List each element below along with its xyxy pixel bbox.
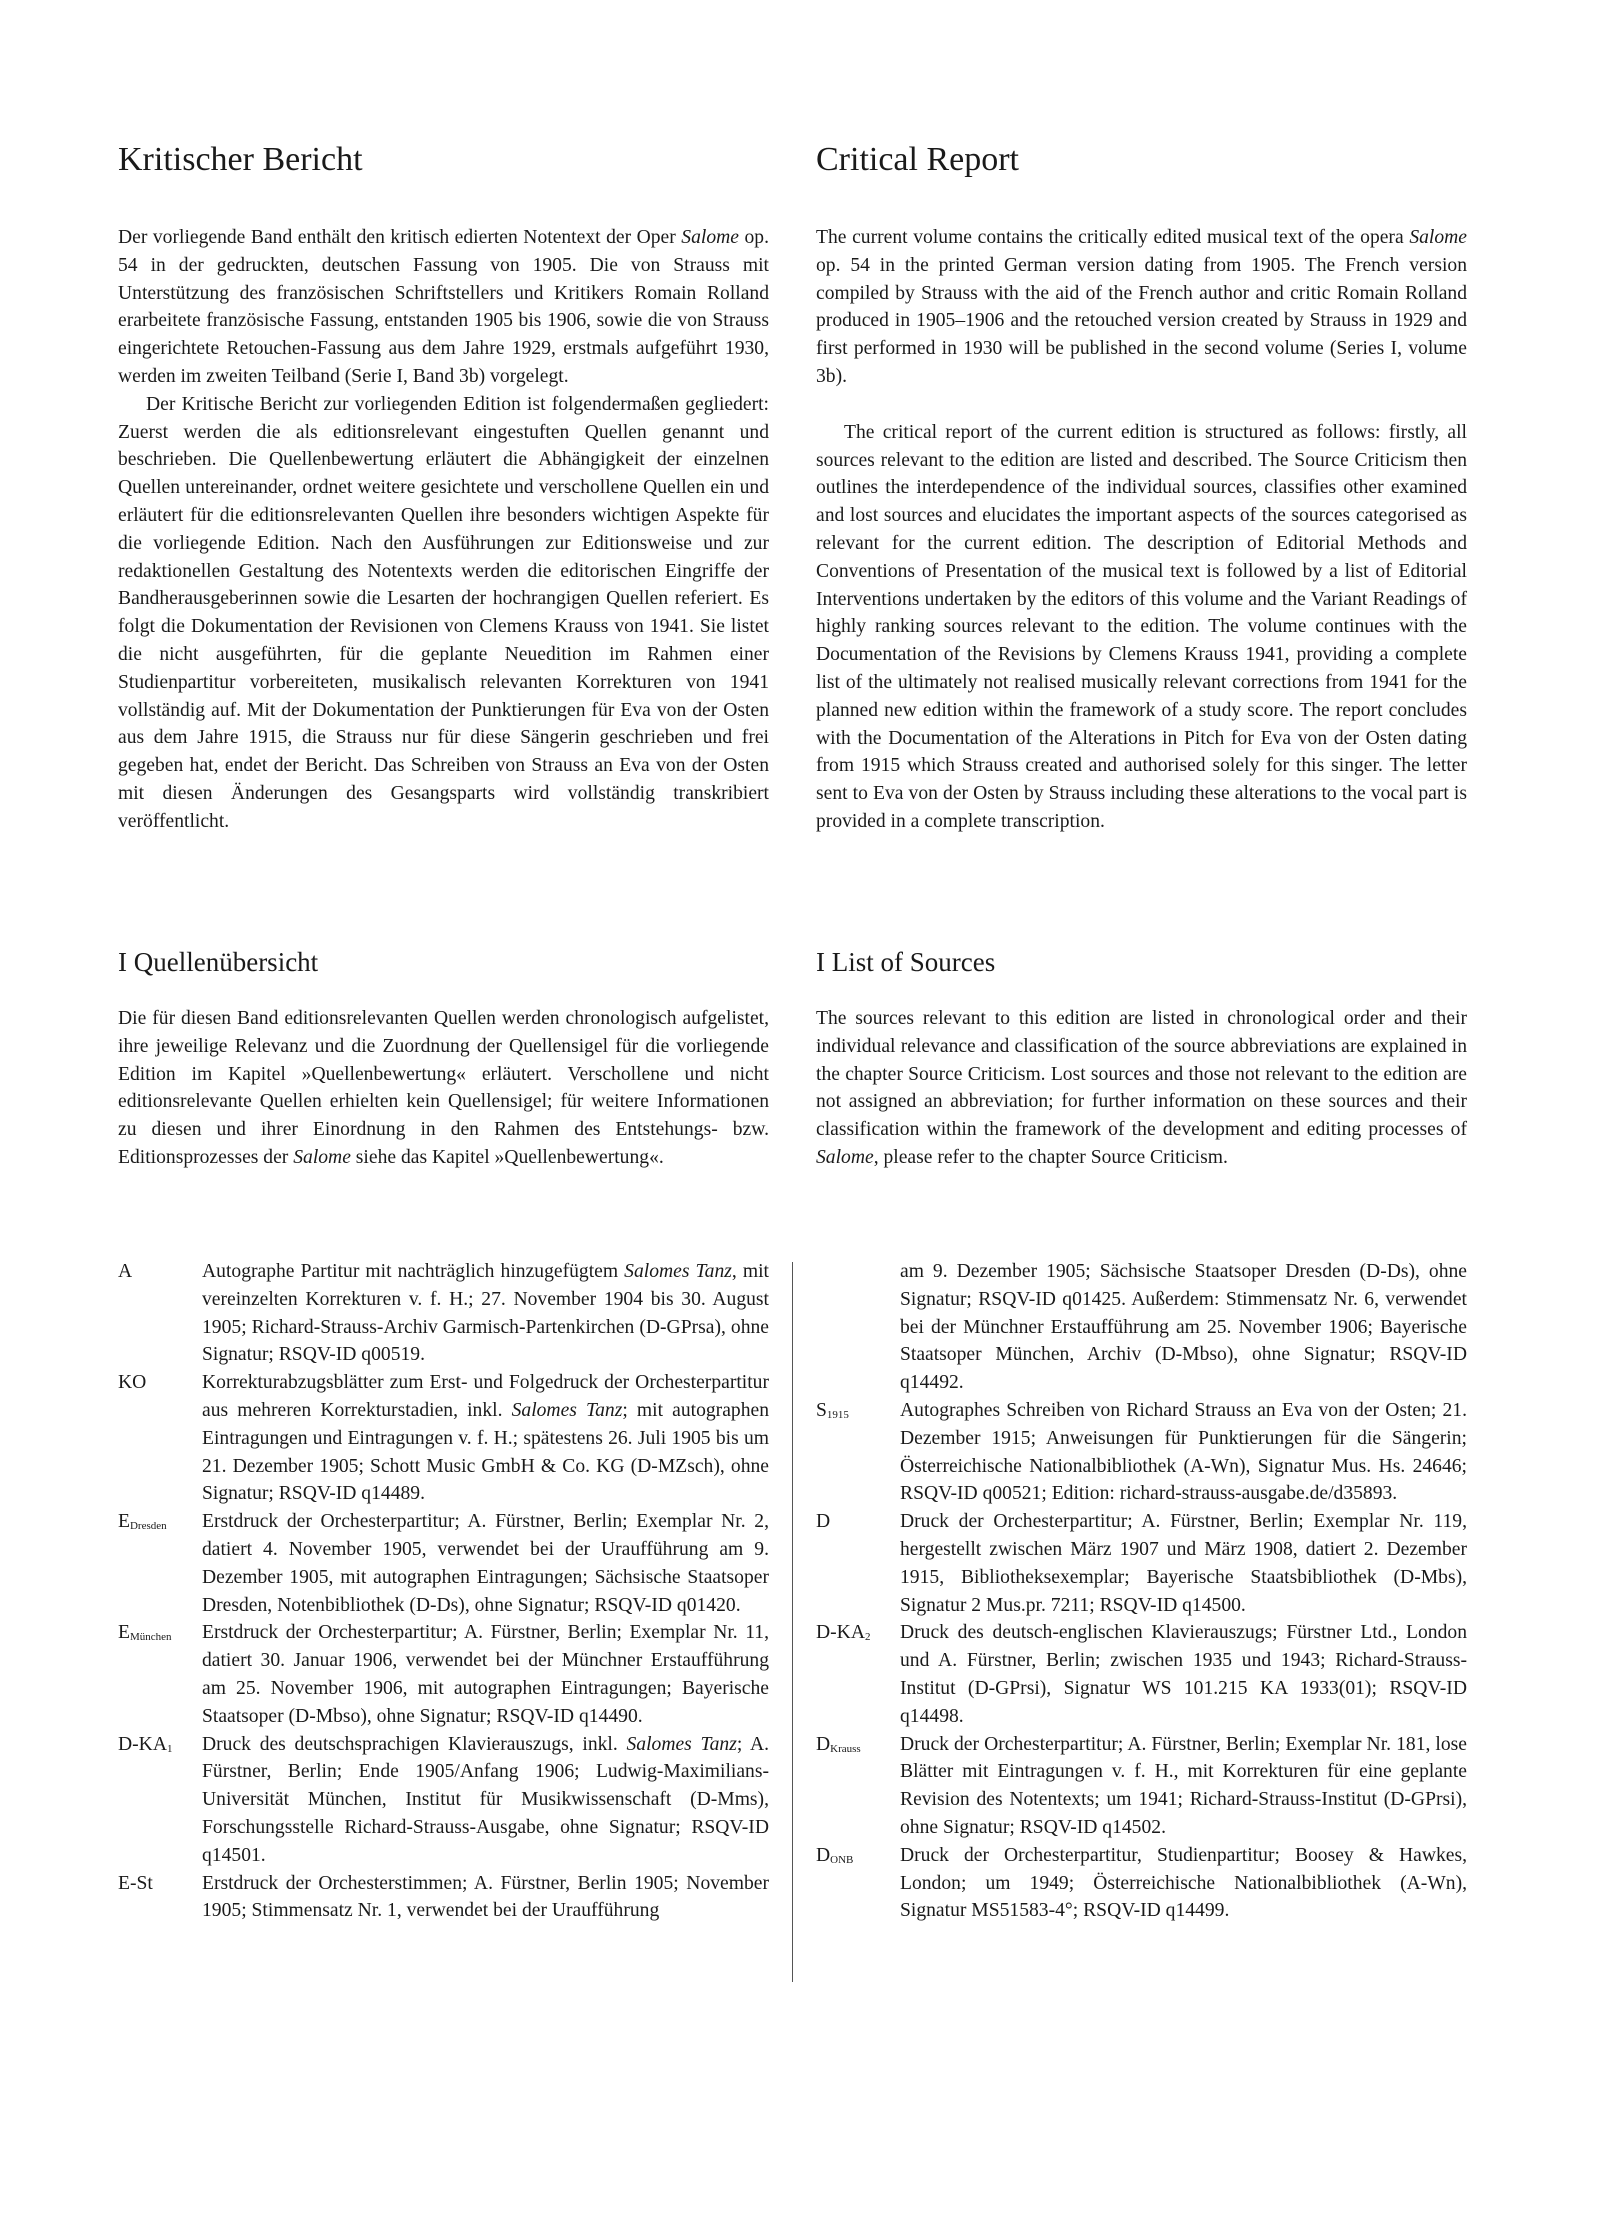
source-entry-a: A Autographe Partitur mit nachträglich hinzugefügtem Salomes Tanz, mit vereinzelten Korrekturen v. f. H.; 27. November 1904 bis 30. August 1905; Richard-Strauss-Archiv Garmisch-Partenkirchen (D-GPrsa), ohne Signatur; RSQV-ID q00519. [118, 1258, 769, 1369]
column-divider [792, 1262, 793, 1982]
siglum-ko: KO [118, 1372, 147, 1394]
source-list-right [816, 1258, 1467, 1925]
source-entry-e-st: E-St Erstdruck der Orchesterstimmen; A. Fürstner, Berlin 1905; November 1905; Stimmensatz Nr. 1, verwendet bei der Uraufführung [118, 1870, 769, 1926]
title-de: Kritischer Bericht [118, 141, 363, 178]
intro-de [118, 224, 769, 836]
section-title-de: I Quellenübersicht [118, 947, 319, 977]
intro-en [816, 224, 1467, 836]
intro-de-p2: Der Kritische Bericht zur vorliegenden Edition ist folgendermaßen gegliedert: Zuerst werden die als editionsrelevant eingestuften Quellen genannt und beschrieben. Die Quellenbewertung erläutert die Abhängigkeit der einzelnen Quellen untereinander, ordnet weitere gesichtete und verschollene Quellen ein und erläutert für die editionsrelevanten Quellen ihre besonders wichtigen Aspekte für die vorliegende Edition. Nach den Ausführungen zur Editionsweise und zur redaktionellen Gestaltung des Notentexts werden die editorischen Eingriffe der Bandherausgeberinnen sowie die Lesarten der hochrangigen Quellen referiert. Es folgt die Dokumentation der Revisionen von Clemens Krauss von 1941. Sie listet die nicht ausgeführten, für die geplante Neuedition im Rahmen einer Studienpartitur vorbereiteten, musikalisch relevanten Korrekturen von 1941 vollständig auf. Mit der Dokumentation der Punktierungen für Eva von der Osten aus dem Jahre 1915, die Strauss nur für diese Sängerin geschrieben und frei gegeben hat, endet der Bericht. Das Schreiben von Strauss an Eva von der Osten mit diesen Änderungen des Gesangsparts wird vollständig transkribiert veröffentlicht. [118, 393, 769, 832]
siglum-d-onb: $D_{ONB}$ [816, 1844, 854, 1866]
siglum-s1915: $S_{1915}$ [816, 1399, 849, 1421]
section-intro-en: The sources relevant to this edition are listed in chronological order and their individual relevance and classification of the source abbreviations are explained in the chapter Source Criticism. Lost sources and those not relevant to the edition are not assigned an abbreviation; for further information on these sources and their classification within the framework of the development and editing processes of Salome, please refer to the chapter Source Criticism. [816, 1008, 1467, 1168]
intro-en-p2: The critical report of the current edition is structured as follows: firstly, all sources relevant to the edition are listed and described. The Source Criticism then outlines the interdependence of the individual sources, classifies other examined and lost sources and elucidates the important aspects of the sources categorised as relevant for the current edition. The description of Editorial Methods and Conventions of Presentation of the musical text is followed by a list of Editorial Interventions undertaken by the editors of this volume and the Variant Readings of highly ranking sources relevant to the edition. The volume continues with the Documentation of the Revisions by Clemens Krauss 1941, providing a complete list of the ultimately not realised musically relevant corrections from 1941 for the planned new edition within the framework of a study score. The report concludes with the Documentation of the Alterations in Pitch for Eva von der Osten dating from 1915 which Strauss created and authorised solely for this singer. The letter sent to Eva von der Osten by Strauss including these alterations to the vocal part is provided in a complete transcription. [816, 421, 1467, 832]
source-entry-e-st-continued: am 9. Dezember 1905; Sächsische Staatsoper Dresden (D-Ds), ohne Signatur; RSQV-ID q01425. Außerdem: Stimmensatz Nr. 6, verwendet bei der Münchner Erstaufführung am 25. November 1906; Bayerische Staatsoper München, Archiv (D-Mbso), ohne Signatur; RSQV-ID q14492. [900, 1261, 1467, 1394]
source-entry-d: D Druck der Orchesterpartitur; A. Fürstner, Berlin; Exemplar Nr. 119, hergestellt zwischen März 1907 und März 1908, datiert 2. Dezember 1915, Bibliotheksexemplar; Bayerische Staatsbibliothek (D-Mbs), Signatur 2 Mus.pr. 7211; RSQV-ID q14500. [816, 1508, 1467, 1619]
source-entry-d-krauss: $D_{Krauss}$ Druck der Orchesterpartitur; A. Fürstner, Berlin; Exemplar Nr. 181, lose Blätter mit Eintragungen v. f. H., mit Korrekturen für eine geplante Revision des Notentexts; um 1941; Richard-Strauss-Institut (D-GPrsi), ohne Signatur; RSQV-ID q14502. [816, 1731, 1467, 1842]
source-entry-e-muenchen: $E_{München}$ Erstdruck der Orchesterpartitur; A. Fürstner, Berlin; Exemplar Nr. 11, datiert 30. Januar 1906, verwendet bei der Münchner Erstaufführung am 25. November 1906, mit autographen Eintragungen; Bayerische Staatsoper (D-Mbso), ohne Signatur; RSQV-ID q14490. [118, 1619, 769, 1730]
source-entry-d-ka2: $D-KA_2$ Druck des deutsch-englischen Klavierauszugs; Fürstner Ltd., London und A. Fürstner, Berlin; zwischen 1935 und 1943; Richard-Strauss-Institut (D-GPrsi), Signatur WS 101.215 KA 1933(01); RSQV-ID q14498. [816, 1619, 1467, 1730]
siglum-d: D [816, 1511, 831, 1533]
section-intro-de: Die für diesen Band editionsrelevanten Quellen werden chronologisch aufgelistet, ihre jeweilige Relevanz und die Zuordnung der Quellensigel für die vorliegende Edition im Kapitel »Quellenbewertung« erläutert. Verschollene und nicht editionsrelevante Quellen erhielten kein Quellensigel; für weitere Informationen zu diesen und ihrer Einordnung in den Rahmen des Entstehungs- bzw. Editionsprozesses der Salome siehe das Kapitel »Quellenbewertung«. [118, 1008, 769, 1168]
siglum-e-dresden: $E_{Dresden}$ [118, 1511, 167, 1533]
source-entry-e-dresden: $E_{Dresden}$ Erstdruck der Orchesterpartitur; A. Fürstner, Berlin; Exemplar Nr. 2, datiert 4. November 1905, verwendet bei der Uraufführung am 9. Dezember 1905, mit autographen Eintragungen; Sächsische Staatsoper Dresden, Notenbibliothek (D-Ds), ohne Signatur; RSQV-ID q01420. [118, 1508, 769, 1619]
source-entry-d-onb: $D_{ONB}$ Druck der Orchesterpartitur, Studienpartitur; Boosey & Hawkes, London; um 1949; Österreichische Nationalbibliothek (A-Wn), Signatur MS51583-4°; RSQV-ID q14499. [816, 1842, 1467, 1925]
siglum-a: A [118, 1261, 133, 1282]
siglum-e-st: E-St [118, 1872, 153, 1894]
siglum-e-muenchen: $E_{München}$ [118, 1622, 172, 1644]
title-en: Critical Report [816, 141, 1020, 178]
source-entry-s1915: $S_{1915}$ Autographes Schreiben von Richard Strauss an Eva von der Osten; 21. Dezember 1915; Anweisungen für Punktierungen für die Sängerin; Österreichische Nationalbibliothek (A-Wn), Signatur Mus. Hs. 24646; RSQV-ID q00521; Edition: richard-strauss-ausgabe.de/d35893. [816, 1397, 1467, 1508]
siglum-d-ka1: $D-KA_1$ [118, 1733, 173, 1755]
section-title-en: I List of Sources [816, 947, 996, 977]
source-entry-ko: KO Korrekturabzugsblätter zum Erst- und Folgedruck der Orchesterpartitur aus mehreren Korrekturstadien, inkl. Salomes Tanz; mit autographen Eintragungen und Eintragungen v. f. H.; spätestens 26. Juli 1905 bis um 21. Dezember 1905; Schott Music GmbH & Co. KG (D-MZsch), ohne Signatur; RSQV-ID q14489. [118, 1369, 769, 1508]
intro-de-p1: Der vorliegende Band enthält den kritisch edierten Notentext der Oper Salome op. 54 in der gedruckten, deutschen Fassung von 1905. Die von Strauss mit Unterstützung des französischen Schriftstellers und Kritikers Romain Rolland erarbeitete französische Fassung, entstanden 1905 bis 1906, sowie die von Strauss eingerichtete Retouchen-Fassung aus dem Jahre 1929, erstmals aufgeführt 1930, werden im zweiten Teilband (Serie I, Band 3b) vorgelegt. [118, 227, 769, 387]
source-list-left [118, 1258, 769, 1925]
intro-en-p1: The current volume contains the critically edited musical text of the opera Salome op. 54 in the printed German version dating from 1905. The French version compiled by Strauss with the aid of the French author and critic Romain Rolland produced in 1905–1906 and the retouched version created by Strauss in 1929 and first performed in 1930 will be published in the second volume (Series I, volume 3b). [816, 227, 1467, 387]
siglum-d-ka2: $D-KA_2$ [816, 1622, 871, 1644]
source-entry-d-ka1: $D-KA_1$ Druck des deutschsprachigen Klavierauszugs, inkl. Salomes Tanz; A. Fürstner, Berlin; Ende 1905/Anfang 1906; Ludwig-Maximilians-Universität München, Institut für Musikwissenschaft (D-Mms), Forschungsstelle Richard-Strauss-Ausgabe, ohne Signatur; RSQV-ID q14501. [118, 1731, 769, 1870]
siglum-d-krauss: $D_{Krauss}$ [816, 1733, 861, 1755]
